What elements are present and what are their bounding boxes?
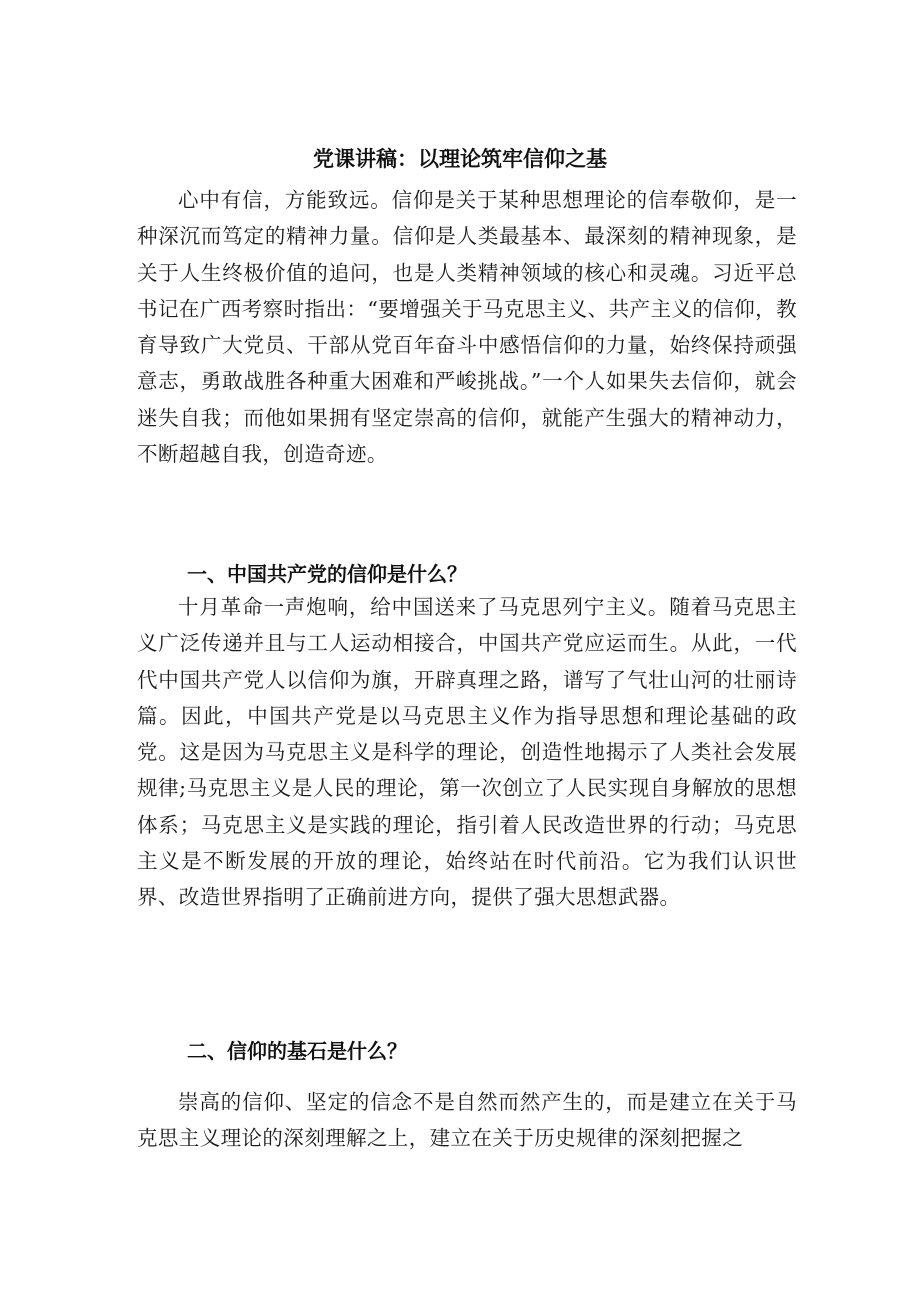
paragraph-section-2: 崇高的信仰、坚定的信念不是自然而然产生的，而是建立在关于马克思主义理论的深刻理解之上，建立在关于历史规律的深刻把握之 xyxy=(137,1090,797,1151)
paragraph-intro: 心中有信，方能致远。信仰是关于某种思想理论的信奉敬仰，是一种深沉而笃定的精神力量。信仰是人类最基本、最深刻的精神现象，是关于人生终极价值的追问，也是人类精神领域的核心和灵魂。习近平总书记在广西考察时指出：“要增强关于马克思主义、共产主义的信仰，教育导致广大党员、干部从党百年奋斗中感悟信仰的力量，始终保持顽强意志，勇敢战胜各种重大困难和严峻挑战。”一个人如果失去信仰，就会迷失自我；而他如果拥有坚定崇高的信仰，就能产生强大的精神动力，不断超越自我，创造奇迹。 xyxy=(137,188,797,467)
page-title: 党课讲稿：以理论筑牢信仰之基 xyxy=(313,147,607,171)
section-heading-2: 二、信仰的基石是什么？ xyxy=(187,1039,407,1063)
paragraph-section-1: 十月革命一声炮响，给中国送来了马克思列宁主义。随着马克思主义广泛传递并且与工人运动相接合，中国共产党应运而生。从此，一代代中国共产党人以信仰为旗，开辟真理之路，谱写了气壮山河的壮丽诗篇。因此，中国共产党是以马克思主义作为指导思想和理论基础的政党。这是因为马克思主义是科学的理论，创造性地揭示了人类社会发展规律;马克思主义是人民的理论，第一次创立了人民实现自身解放的思想体系；马克思主义是实践的理论，指引着人民改造世界的行动；马克思主义是不断发展的开放的理论，始终站在时代前沿。它为我们认识世界、改造世界指明了正确前进方向，提供了强大思想武器。 xyxy=(137,595,797,910)
section-heading-1: 一、中国共产党的信仰是什么？ xyxy=(187,562,467,586)
